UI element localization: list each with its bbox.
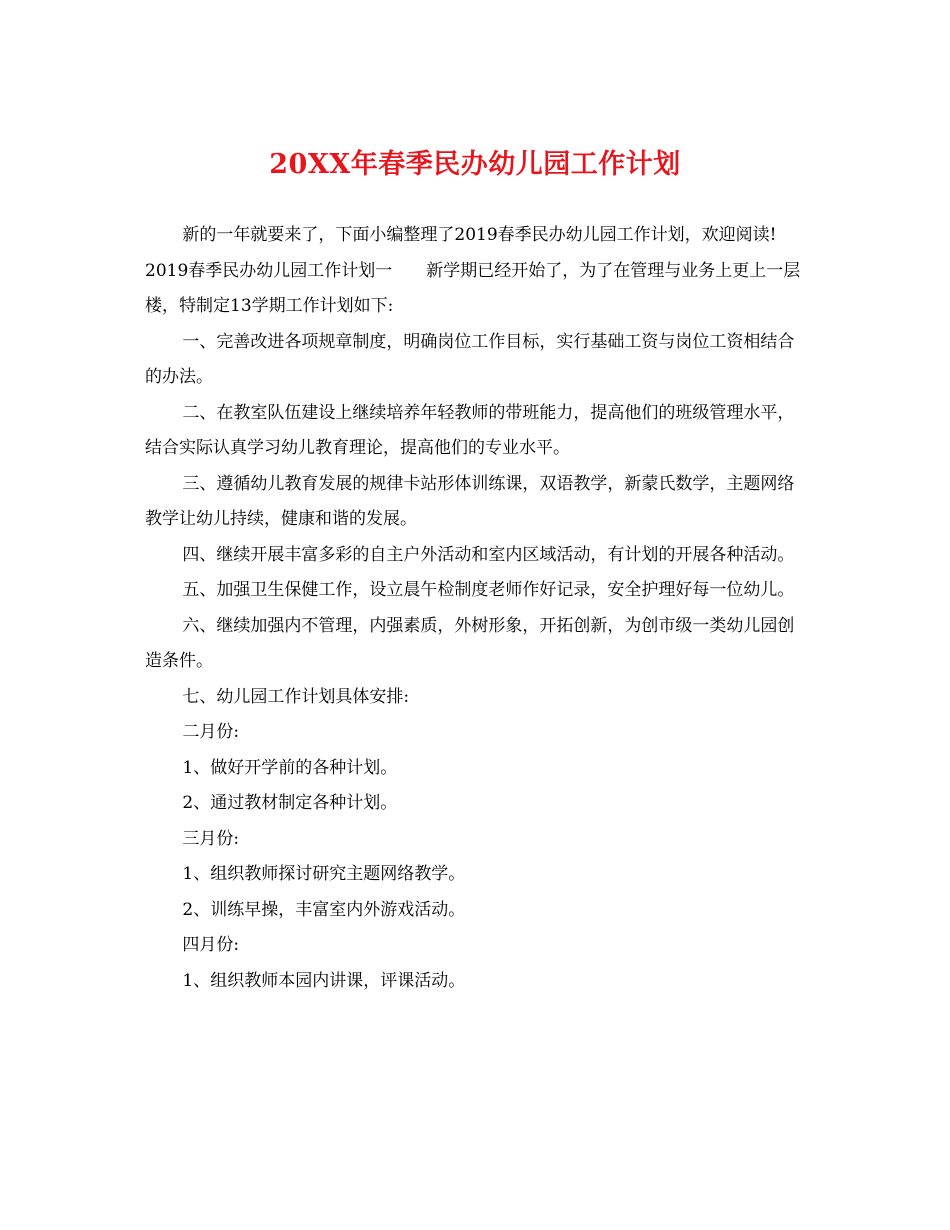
document-body <box>145 218 805 999</box>
paragraph: 七、幼儿园工作计划具体安排: <box>182 686 410 707</box>
paragraph: 二、在教室队伍建设上继续培养年轻教师的带班能力，提高他们的班级管理水平，结合实际认真学习幼儿教育理论，提高他们的专业水平。 <box>145 402 795 458</box>
paragraph: 二月份: <box>182 722 240 742</box>
paragraph: 六、继续加强内不管理，内强素质，外树形象，开拓创新，为创市级一类幼儿园创造条件。 <box>145 615 795 671</box>
paragraph: 四、继续开展丰富多彩的自主户外活动和室内区域活动，有计划的开展各种活动。 <box>182 544 795 565</box>
paragraph: 三、遵循幼儿教育发展的规律卡站形体训练课，双语教学，新蒙氏数学，主题网络教学让幼儿持续，健康和谐的发展。 <box>145 473 795 529</box>
paragraph: 新的一年就要来了，下面小编整理了2019春季民办幼儿园工作计划，欢迎阅读! <box>182 225 777 245</box>
paragraph: 五、加强卫生保健工作，设立晨午检制度老师作好记录，安全护理好每一位幼儿。 <box>182 580 795 600</box>
paragraph: 2019春季民办幼儿园工作计划一 新学期已经开始了，为了在管理与业务上更上一层楼，特制定13学期工作计划如下: <box>145 260 801 316</box>
paragraph: 2、训练早操，丰富室内外游戏活动。 <box>182 899 466 920</box>
paragraph: 1、组织教师探讨研究主题网络教学。 <box>182 864 466 884</box>
paragraph: 1、组织教师本园内讲课，评课活动。 <box>182 970 466 991</box>
paragraph: 2、通过教材制定各种计划。 <box>182 793 398 813</box>
paragraph: 四月份: <box>182 935 240 955</box>
paragraph: 1、做好开学前的各种计划。 <box>182 757 398 778</box>
paragraph: 一、完善改进各项规章制度，明确岗位工作目标，实行基础工资与岗位工资相结合的办法。 <box>145 331 795 387</box>
paragraph: 三月份: <box>182 828 240 849</box>
document-title: 20XX年春季民办幼儿园工作计划 <box>269 149 681 180</box>
